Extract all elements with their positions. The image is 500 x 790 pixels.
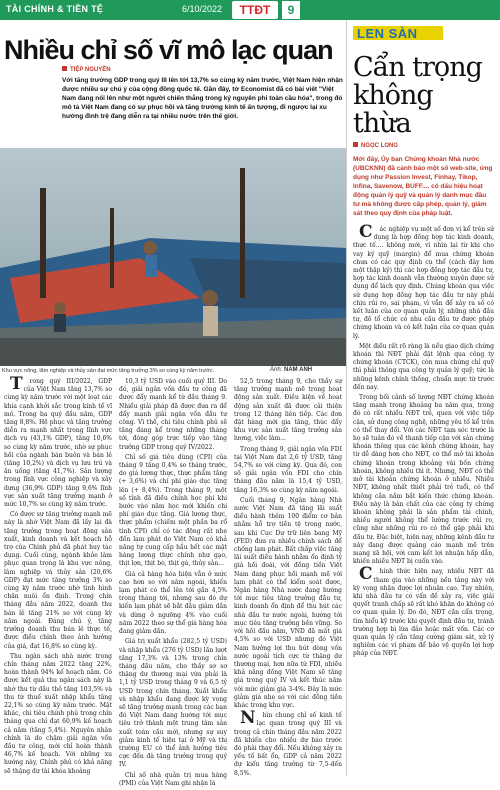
author-name: TIỆP NGUYỄN — [70, 67, 111, 73]
page-number: 9 — [282, 1, 300, 19]
square-bullet-icon — [62, 66, 67, 71]
paragraph: Các nghiệp vụ một số đơn vị kể trên sử dụng là hợp đồng hợp tác kinh doanh, thực tế.... không mới, vì nhìn lại từ khi cho vay ký quỹ (margin) để mua chứng khoán chưa có các quy định cụ thể (cách đây hơn một thập kỷ) thì các hợp đồng hợp tác đầu tư, hợp tác kinh doanh vẫn thường xuyên được sử dụng để lách quy định. Chúng khoán qua việc sử dụng hợp đồng hợp tác đầu tư này phải chịu rủi ro, sai phạm, vì vẫn để xảy ra số có kết luận của cơ quan quản lý, những nhà đầu tư, đồ tổ chức có nhu cầu đầu tư được phép chứng khoán và có kết luận của cơ quan quản lý. — [353, 222, 494, 340]
sidebar-body — [353, 222, 494, 659]
paragraph: Thu ngân sách nhà nước trong chín tháng năm 2022 tăng 22%, hoàn thành 94% kế hoạch năm. Có được kết quả thu ngân sách này là nhờ thu từ dầu thô tăng 103,5% và thu từ thuế xuất nhập khẩu tăng 22,1% so cùng kỳ năm trước. Mặt khác, chi tiêu chính phủ trong chín tháng qua chỉ đạt 60,9% kế hoạch cả năm (tăng 5,4%). Nguyên nhân chính là do chậm giải ngân vốn đầu tư công, mới chỉ hoàn thành 46,7% kế hoạch. Với những xu hướng này, Chính phủ có khả năng sẽ thặng dư tài khóa khoảng — [4, 652, 112, 775]
main-article — [0, 20, 346, 787]
column-label-text: LEN SÀN — [357, 26, 418, 41]
credit-name: NAM ANH — [284, 367, 313, 373]
paragraph: Nhìn chung chỉ số kinh tế lạc quan trong quý III và trong cả chín tháng đầu năm 2022 đã khiến cho nhiều dự báo trước đó phải thay đổi. Nếu không xảy ra yếu tố bất ổn, GDP cả năm 2022 dự kiến tăng trưởng từ 7,5-đến 8,5%. — [234, 708, 342, 777]
sidebar-lede: Mới đây, Ủy ban Chứng khoán Nhà nước (UBCKNN) đã cảnh báo một số web-site, ứng dụng như Passion Invest, Finhay, Tikop, Infina, Savenow, BUFF.... có dấu hiệu hoạt động quản lý quỹ và quản lý danh mục đầu tư mà không được cấp phép, quản lý, giám sát theo quy định của pháp luật. — [353, 156, 493, 217]
sidebar-headline: Cẩn trọng không thừa — [353, 52, 482, 139]
sidebar-author: NGỌC LONG — [361, 143, 398, 149]
paragraph: Chỉ số nhà quản trị mua hàng (PMI) của Việt Nam ghi nhận là — [119, 771, 227, 787]
paragraph: Trong quý III/2022, GDP của Việt Nam tăng 13,7% so cùng kỳ năm trước với một loạt các khía cạnh khởi sắc trong kinh tế vĩ mô. Trong ba quý đầu năm, GDP tăng 8,8%. Hệ phục và tăng trưởng diễn ra mạnh nhất trong lĩnh vực dịch vụ (43,1% GDP), tăng 10,6% so cùng kỳ năm trước, nhờ sự phục hồi của ngành bán buôn và bán lẻ (tăng 10,2%) và dịch vụ lưu trú và ăn uống (tăng 41,7%). Sản lượng trong lĩnh vực công nghiệp và xây dựng (36,9% GDP) tăng 9,6% lĩnh vực sản xuất tăng trưởng mạnh ở mức 10,7% so cùng kỳ năm trước. — [4, 374, 112, 509]
article-byline — [62, 66, 111, 73]
photo-caption: Khu vực nông, lâm nghiệp và thủy sản đạt mức tăng trưởng 3% so cùng kỳ năm trước. — [2, 368, 215, 374]
photo-credit — [270, 367, 312, 373]
article-column-2 — [119, 378, 227, 790]
column-label — [353, 26, 494, 48]
paragraph: 52,5 trong tháng 9, cho thấy sự tăng trưởng mạnh mẽ trong hoạt động sản xuất. Điều kiện về hoạt động sản xuất đã được cải thiện trong 12 tháng liên tiếp. Các đơn đặt hàng mới gia tăng, thúc đẩy khu vực sản xuất tăng trưởng sản lượng, việc làm... — [234, 378, 342, 443]
article-photo — [0, 148, 346, 366]
article-lede: Với tăng trưởng GDP trong quý III lên tới 13,7% so cùng kỳ năm trước, Việt Nam hiện nhận được nhiều sự chú ý của cộng đồng quốc tế. Gần đây, tờ Economist đã có bài viết "Việt Nam đang nổi lên như một người chiến thắng trong kỷ nguyên phi toàn cầu hóa", trong đó mô tả Việt Nam đang có sự phục hồi và tăng trưởng kinh tế ấn tượng, đi ngược lại xu hướng đình trệ đang diễn ra tại nhiều nước trên thế giới. — [62, 77, 343, 120]
paragraph: Trong bối cảnh số lượng NĐT chứng khoán tăng mạnh trong khoảng ba năm qua, trong đó có rất nhiều NĐT trẻ, quen với việc tiếp cận, sử dụng công nghệ, những yêu tố kể trên có thể thay đổi. Với các NĐT tạm sóc trước là họ sẽ tuân đó về thanh tiếp cận với sản chứng khoán thông qua các kênh chứng khoán, hay từ dễ dàng hơn cho NĐT, có thể mở tài khoản chứng khoán trong khoảng vài bốn chứng khoán, không nhiều thì ít. Nhưng, NĐT có thể mở tài khoản chứng khoán ở nhiều. Nhiều NĐT, không nhất thiết phải trẻ tuổi, có thể không cần nắm bắt kiến thức chứng khoán. Điều này là bản chất của các công ty chứng khoán không phải là sản phẩm tài chính, nhiều người không thể lường trước rủi ro, cũng như những rủi ro có thể gặp phải khi đầu tư. Đặc biệt, hiện nay, những kênh đầu tư này đang được quảng cáo mạnh mẽ trên mạng xã hội, với cam kết lợi nhuận hấp dẫn, khiến nhiều NĐT bị cuốn vào. — [353, 394, 494, 566]
page-header — [0, 0, 500, 20]
paragraph: 10,3 tỷ USD vào cuối quý III. Do đó, giải ngân vốn đầu tư công đã được đẩy mạnh kể từ đầu tháng 9. Nhiều giải pháp đã được đưa ra để đẩy mạnh giải ngân vốn đầu tư công. Vì thế, chi tiêu chính phủ sẽ tăng đáng kể trong những tháng tới, đóng góp trực tiếp vào tăng trưởng GDP trong quý IV/2022. — [119, 378, 227, 451]
article-column-1 — [4, 374, 112, 778]
boats-harbor-image — [0, 148, 346, 366]
section-title: TÀI CHÍNH & TIỀN TỆ — [6, 4, 104, 14]
paragraph: Một điều rất rõ ràng là nếu giao dịch chứng khoán thì NĐT phải đặt lệnh qua công ty chứng khoán (CTCK), còn mua chứng chỉ quỹ thì phải thông qua công ty quản lý quỹ; tức là những kênh chính thống, chuẩn mực từ trước đến nay. — [353, 342, 494, 391]
article-headline: Nhiều chỉ số vĩ mô lạc quan — [4, 35, 333, 65]
sidebar-article — [346, 20, 500, 776]
paragraph: Chính thức hiện nay, nhiều NĐT đã tham gia vào những nền tảng này với kỳ vọng nhận được lợi nhuận cao. Tuy nhiên, khi nhà đầu tư có vấn đề xảy ra, việc giải quyết tranh chấp sẽ rất khó khăn do không có cơ quan quản lý. Do đó, NĐT cần cẩn trọng, tìm hiểu kỹ trước khi quyết định đầu tư, tránh trường hợp bị lừa đảo hoặc mất vốn. Các cơ quan quản lý cần tăng cường giám sát, xử lý nghiêm các vi phạm để bảo vệ quyền lợi hợp pháp của NĐT. — [353, 564, 494, 658]
paragraph: Trong tháng 9, giải ngân vốn FDI tại Việt Nam đạt 2,6 tỷ USD, tăng 54,7% so với cùng kỳ. Qua đó, con số giải ngân vốn FDI cho chín tháng đầu năm là 15,4 tỷ USD, tăng 16,3% so cùng kỳ năm ngoái. — [234, 445, 342, 494]
sidebar-byline — [353, 142, 494, 149]
paragraph: Giá trị xuất khẩu (282,5 tỷ USD) và nhập khẩu (276 tỷ USD) lần lượt tăng 17,3% và 13% trong chín tháng đầu năm, cho thấy sơ sơ thặng dư thương mại vừa phải là 1,1 tỷ USD trong tháng 9 và 6,5 tỷ USD trong chín tháng. Xuất khẩu và nhập khẩu đang được kỳ vọng sẽ tăng trưởng mạnh trong các bạn đó Việt Nam đang hướng tới mục tiêu trở thành một trung tâm sản xuất toàn cầu mới, nhưng sự suy giảm kinh tế hiện tại ở Mỹ và thị trường EU có thể ảnh hưởng tiêu cực đến đà tăng trưởng trong quý IV. — [119, 638, 227, 769]
newspaper-logo: TTĐT — [232, 1, 278, 19]
paragraph: Cuối tháng 9, Ngân hàng Nhà nước Việt Nam đã tăng lãi suất điều hành thêm 100 điểm cơ bản nhằm hỗ trợ tiền tệ trong nước, sau khi Cục Dự trữ liên bang Mỹ (FED) đưa ra nhiều chính sách để chống lạm phát. Bất chấp việc tăng lãi suất điều hành nhằm ổn định tỷ giá hối đoái, với đồng tiền Việt Nam đang phục hồi mạnh mẽ với lạm phát có thể kiểm soát được, Ngân hàng Nhà nước đang hướng tới mục tiêu tăng trưởng đầu tư, kinh doanh ổn định để thu hút các nhà đầu tư nước ngoài, hướng tới mục tiêu tăng trưởng bền vững. So với hồi đầu năm, VND đã mất giá 4,5% so với USD nhưng đó Việt Nam hưởng lợi thu hút dòng vốn nước ngoài tích cực từ thặng dư thương mại, hơn nữa từ FDI, nhiều khả năng đồng Việt Nam sẽ tăng giá trong quý IV và kết thúc năm với mức giảm giá 3-4%. Đây là mức giảm giá nhẹ so với các đồng tiền khác trong khu vực. — [234, 496, 342, 709]
article-column-3 — [234, 378, 342, 780]
paragraph: Có được sự tăng trưởng mạnh mẽ này là nhờ Việt Nam đã lấy lại đà tăng trưởng trong hoạt động sản xuất, kinh doanh và kết hoạch hỗ trợ của Chính phủ đã phát huy tác dụng. Cuối cùng, ngành khỏe làm phục quan trọng là khu vực nông, lâm nghiệp và thủy sản (20,6% GDP) đạt mức tăng trưởng 3% so cùng kỳ năm trước nhờ tình hình chăn nuôi ổn định. Trong chín tháng đầu năm 2022, doanh thu bán lẻ tăng 21% so với cùng kỳ năm ngoái. Đáng chú ý, tăng trưởng doanh thu bán lẻ thực tế, được điều chỉnh theo ảnh hưởng của giá, đạt 16,8% so cùng kỳ. — [4, 511, 112, 650]
issue-date: 6/10/2022 — [182, 4, 223, 14]
credit-label: Ảnh: — [270, 367, 283, 373]
paragraph: Giá cả hàng hóa hiện vẫn ở mức cao hơn so với năm ngoái, khiến lạm phát có thể lên tới gần 4,5% trong tháng tới, nhưng sau đó dự kiến lạm phát sẽ bắt đầu giảm dần và dừng ở ngưỡng 4% vào cuối năm 2022 theo sự thể giá hàng hóa đang giảm dần. — [119, 570, 227, 636]
square-bullet-icon — [353, 142, 358, 147]
paragraph: Chỉ số giá tiêu dùng (CPI) của tháng 9 tăng 0,4% so tháng trước, do giá lương thực, thực phẩm tăng (+ 3,6%) và chi phí giáo dục tăng lên (+ 8,4%). Trong tháng 9, một số tỉnh đã điều chỉnh học phí khi bước vào năm học mới khiến chi phí giáo dục tăng. Giá lương thực, thực phẩm (chiếm một phần ba rổ tính CPI) chỉ có tác động rất nhẹ đến lạm phát do Việt Nam có khả năng tự cung cấp hầu hết các mặt hàng lương thực chính như gạo, thịt lợn, thịt bò, thịt gà, thủy sản... — [119, 453, 227, 568]
